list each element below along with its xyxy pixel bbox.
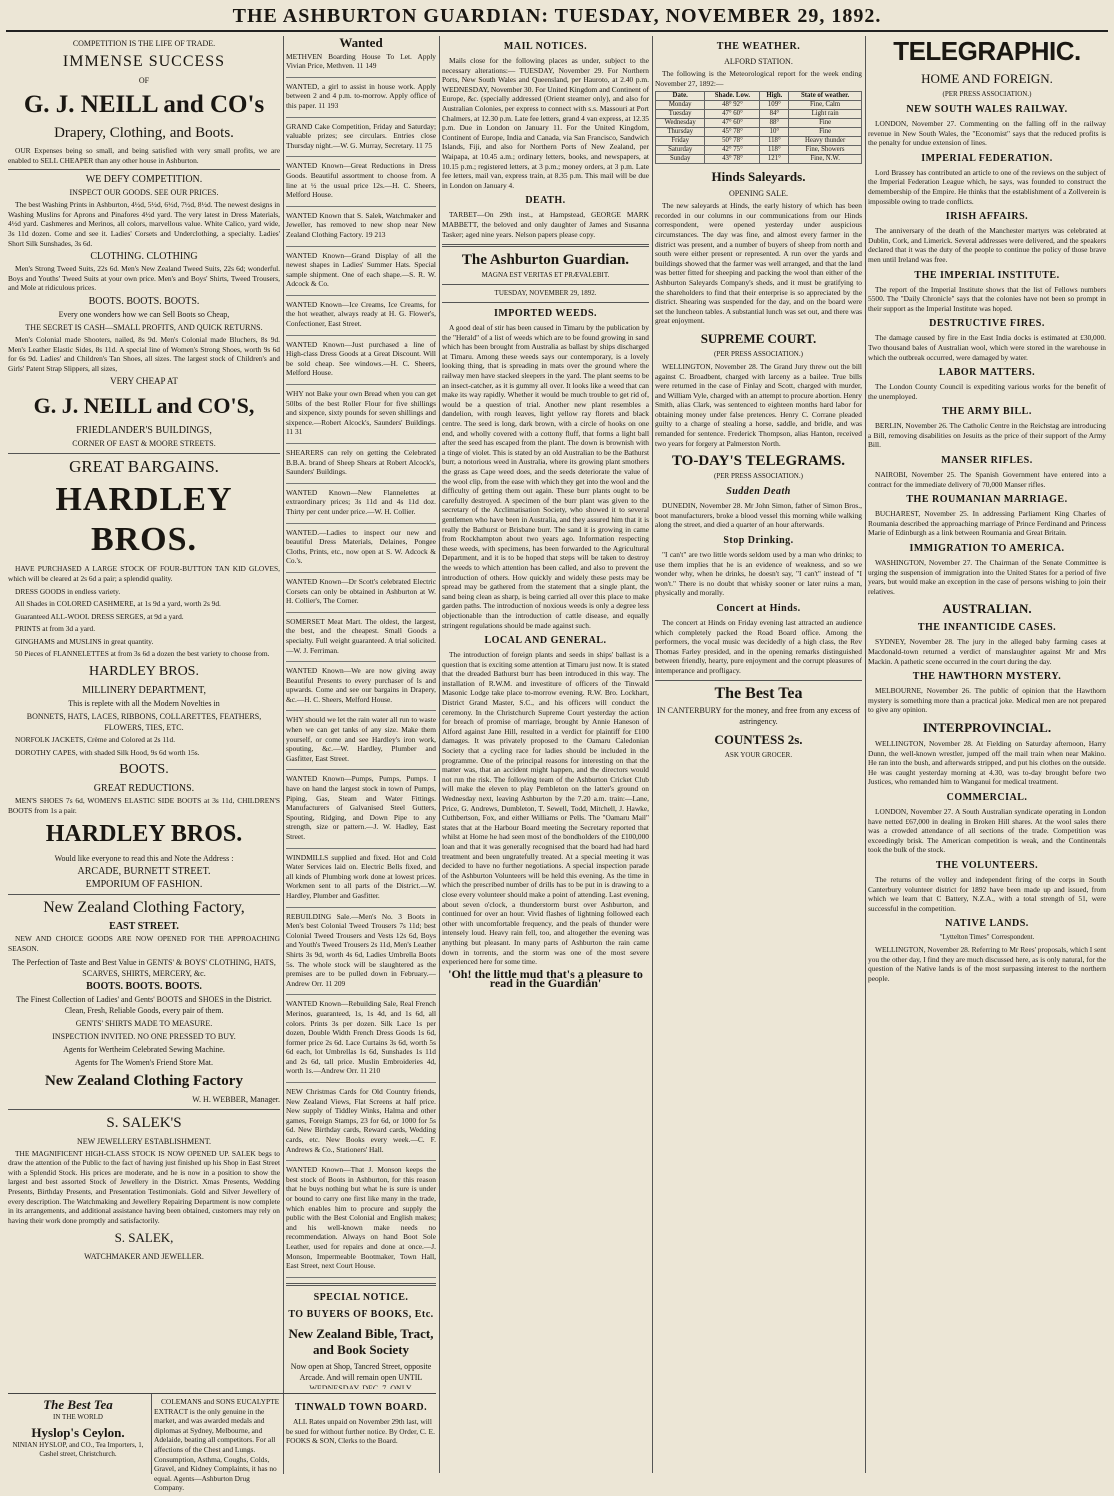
section-heading: SPECIAL NOTICE. bbox=[286, 1291, 436, 1304]
ad-text: WANTED Known—That J. Monson keeps the best stock of Boots in Ashburton, for this reason that he buys nothing but what he is sure is under or bound to carry one first like many in the trade, which enables him to procure and supply the public with the Best Colonial and English makes; and his well-known make needs no recommendation. Always on hand Boot Sole Leather, used for repairs and done at once.—J. Monson, Impermeable Bootmaker, Town Hall, East Street, next Court House. bbox=[286, 1165, 436, 1271]
classified-ad bbox=[286, 52, 436, 78]
divider bbox=[655, 680, 862, 681]
article-text: WELLINGTON, November 28. Referring to Mr Rees' proposals, which I sent you the other day, I find they are much discussed here, as is only natural, for the question of the Native lands is of the most surpassing interest to the northern people. bbox=[868, 945, 1106, 983]
ad-text: WANTED.—Ladies to inspect our new and beautiful Dress Materials, Delaines, Pongee Cloths, Prints, etc., now open at S. W. Adcock & Co.'s. bbox=[286, 528, 436, 566]
article-text: The introduction of foreign plants and seeds in ships' ballast is a question that is exciting some attention at Timaru just now. It is stated that the dreaded Bathurst burr has been introduced in this way. The installation of R.W.M. and investiture of officers of the Tinwald Masonic Lodge take place to-morrow evening. R.W. Bro. Lockhart, District Grand Master, S.C., and his officers will conduct the ceremony. In the Christchurch Supreme Court yesterday the action for breach of promise of marriage, brought by Annie Haneson of Alford against Jane Hill, resulted in a verdict for plaintiff for £100 damages. It was privately proposed to the Oamaru Caledonian Society that a cycling race for ladies should be included in the programme. One of the principal reasons for interesting on that the matter was, that an accident might happen, and the directors would not run the risk. The following team of the Ashburton Cricket Club will make the eleven to play Pembleton on the latter's ground on Wednesday next, leaving Ashburton by the 7.20 a.m. train:—Lane, Price, G. Andrews, Dumbleton, T. Sewell, Todd, Mitchell, J. Hawke, Cuthbertson, Fox, and either Williams or Pells. The "Oamaru Mail" states that at the Harbour Board meeting the Secretary reported that whilst at Home he had seen most of the bondholders of the £100,000 loan and that it was generally recognised that the board had had hard treatment and been ungratefully treated. At a special meeting it was decided to have no further negotiations. A special inspection parade of the Ashburton Volunteers will be held this evening. As the time in which the prescribed number of drills has to be put in is drawing to a close every volunteer should make a point of attending. Last evening, about seven o'clock, a thunderstorm burst over Ashburton, and continued for over an hour. Vivid flashes of lightning followed each other with uncomfortable frequency, and the peals of thunder were intensely loud. Heavy rain fell, too, and altogether the evening was anything but pleasant. In many parts of Ashburton the rain came down in torrents, and the storm was one of the most severe experienced here for some time. bbox=[442, 650, 649, 967]
column-4 bbox=[655, 36, 862, 1473]
ad-text: This is replete with all the Modern Novelties in bbox=[8, 698, 280, 709]
notice-text: TARBET—On 29th inst., at Hampstead, GEORGE MARK MABBETT, the beloved and only daughter of James and Susanna Tasker; aged nine years. Nelson papers please copy. bbox=[442, 210, 649, 239]
classified-ad bbox=[286, 774, 436, 848]
section-heading: DEATH. bbox=[442, 194, 649, 207]
ad-text: Guaranteed ALL-WOOL DRESS SERGES, at 9d a yard. bbox=[8, 612, 280, 622]
ad-headline: HARDLEY BROS. bbox=[8, 663, 280, 681]
table-header-cell: Date. bbox=[656, 92, 705, 101]
ad-subheadline: Now open at Shop, Tancred Street, opposite Arcade. And will remain open UNTIL WEDNESDAY, DEC. 7, ONLY. bbox=[286, 1361, 436, 1389]
byline: (PER PRESS ASSOCIATION.) bbox=[655, 350, 862, 359]
ad-text: WANTED Known—Pumps, Pumps, Pumps. I have on hand the largest stock in town of Pumps, Piping, Gas, Steam and Water Fittings. Manufacturers of Galvanised Steel Gutters, Spouting, Ridging, and Down Pipe to any strength, size or pattern.—J. W. Hadley, East Street. bbox=[286, 774, 436, 841]
weather-table bbox=[655, 91, 862, 164]
classified-ad bbox=[286, 577, 436, 613]
table-cell: Thursday bbox=[656, 128, 705, 137]
table-cell: Fine bbox=[789, 128, 862, 137]
ad-subheadline: EAST STREET. bbox=[8, 921, 280, 932]
ad-headline: COUNTESS 2s. bbox=[655, 732, 862, 748]
ad-subheadline: ARCADE, BURNETT STREET. bbox=[8, 866, 280, 877]
article-heading: LABOR MATTERS. bbox=[868, 366, 1106, 379]
ad-subheadline: NEW JEWELLERY ESTABLISHMENT. bbox=[8, 1136, 280, 1147]
section-heading: LOCAL AND GENERAL. bbox=[442, 634, 649, 647]
table-cell: Saturday bbox=[656, 146, 705, 155]
section-heading: INTERPROVINCIAL. bbox=[868, 720, 1106, 736]
table-cell: Tuesday bbox=[656, 110, 705, 119]
section-heading: TO BUYERS OF BOOKS, Etc. bbox=[286, 1308, 436, 1321]
section-heading: AUSTRALIAN. bbox=[868, 601, 1106, 617]
article-heading: IMPORTED WEEDS. bbox=[442, 307, 649, 320]
column-divider bbox=[439, 36, 440, 1473]
table-cell: Fine, N.W. bbox=[789, 155, 862, 164]
ad-text: MEN'S SHOES 7s 6d, WOMEN'S ELASTIC SIDE BOOTS at 3s 11d, CHILDREN'S BOOTS from 1s a pair. bbox=[8, 796, 280, 815]
ad-text: THE MAGNIFICENT HIGH-CLASS STOCK IS NOW OPENED UP. SALEK begs to draw the attention of the Public to the fact of having just finished up his Shop in East Street with a Splendid Stock. His prices are moderate, and he is now in a position to show the largest and best assorted Stock of Jewellery in the District. Xmas Presents, Wedding Presents, Birthday Presents, and Presentation Testimonials. Gold and Silver Jewellery of every description. The Watchmaking and Jewellery Repairing Department is now complete in its arrangements, and additional assistance having been obtained, customers may rely on having their work done promptly and satisfactorily. bbox=[8, 1149, 280, 1226]
ad-headline: HARDLEY BROS. bbox=[8, 480, 280, 560]
classified-ad bbox=[286, 488, 436, 524]
article-text: The following is the Meteorological report for the week ending November 27, 1892:— bbox=[655, 69, 862, 88]
town-board-ad bbox=[286, 1397, 436, 1449]
ad-text: ALL Rates unpaid on November 29th last, will be sued for without further notice. By Order, C. E. FOOKS & SON, Clerks to the Board. bbox=[286, 1417, 436, 1446]
article-heading: Stop Drinking. bbox=[655, 534, 862, 547]
byline: (PER PRESS ASSOCIATION.) bbox=[868, 90, 1106, 99]
ad-text: WANTED Known—Just purchased a line of High-class Dress Goods at a Great Discount. Will be sold cheap. See windows.—H. C. Sheers, Melford House. bbox=[286, 340, 436, 378]
table-cell: 118° bbox=[760, 137, 789, 146]
byline: (PER PRESS ASSOCIATION.) bbox=[655, 472, 862, 481]
tea-ad bbox=[8, 1397, 148, 1462]
article-text: The report of the Imperial Institute shows that the list of Fellows numbers 5500. The "Daily Chronicle" says that the colonies have not been so prompt in their support as the Imperial Institute was hoped. bbox=[868, 285, 1106, 314]
byline: "Lyttelton Times" Correspondent. bbox=[868, 933, 1106, 942]
article-text: The London County Council is expediting various works for the benefit of the unemployed. bbox=[868, 382, 1106, 401]
article-heading: IMPERIAL FEDERATION. bbox=[868, 152, 1106, 165]
classified-ad bbox=[286, 1165, 436, 1278]
ad-text: INSPECT OUR GOODS. SEE OUR PRICES. bbox=[8, 187, 280, 198]
article-text: DUNEDIN, November 28. Mr John Simon, father of Simon Bros., boot manufacturers, broke a blood vessel this morning while walking along the street, and died a quarter of an hour afterwards. bbox=[655, 501, 862, 530]
ad-text: NORFOLK JACKETS, Crème and Colored at 2s 11d. bbox=[8, 735, 280, 745]
table-cell: 42° 75° bbox=[705, 146, 760, 155]
article-heading: THE ROUMANIAN MARRIAGE. bbox=[868, 493, 1106, 506]
ad-subheadline: CLOTHING. CLOTHING bbox=[8, 251, 280, 262]
table-cell: 48° 92° bbox=[705, 101, 760, 110]
article-heading: MANSER RIFLES. bbox=[868, 454, 1106, 467]
ad-text: PRINTS at from 3d a yard. bbox=[8, 624, 280, 634]
divider bbox=[442, 302, 649, 303]
article-text: The concert at Hinds on Friday evening last attracted an audience which completely packed the Road Board office. Among the performers, the vocal music was decidedly of a high class, the Rev Thomas Farley presided, and in the opening remarks distinguished between friendly, hearty, pure enjoyment and the corrupt pleasures of intemperance and profligacy. bbox=[655, 618, 862, 676]
ad-text: WANTED Known—Rebuilding Sale, Real French Merinos, guaranteed, 1s, 1s 4d, and 1s 6d, all colors. Prints 3s per dozen. Silk Lace 1s per dozen, Double Width French Dress Goods 1s 6d, former price 2s 6d. Lace Curtains 3s 6d, worth 5s 6d each, lot Umbrellas 1s 6d, Sunshades 1s 11d and 2s 6d, tall price. Muslin Embroideries 4d, worth 1s.—Andrew Orr. 11 210 bbox=[286, 999, 436, 1076]
ad-text: The Perfection of Taste and Best Value in GENTS' & BOYS' CLOTHING, HATS, SCARVES, SHIRTS, MERCERY, &c. bbox=[8, 957, 280, 979]
article-heading: THE INFANTICIDE CASES. bbox=[868, 621, 1106, 634]
article-text: MELBOURNE, November 26. The public of opinion that the Hawthorn mystery is something more than a practical joke. Medical men are not prepared to give any opinion. bbox=[868, 686, 1106, 715]
article-heading: IMMIGRATION TO AMERICA. bbox=[868, 542, 1106, 555]
paper-motto: MAGNA EST VERITAS ET PRÆVALEBIT. bbox=[442, 271, 649, 280]
ad-text: WANTED Known that S. Salek, Watchmaker and Jeweller, has removed to new shop near New Zealand Clothing Factory. 19 213 bbox=[286, 211, 436, 240]
article-text: Mails close for the following places as under, subject to the necessary alterations:— TUESDAY, November 29. For Northern Ports, New South Wales and Queensland, per Hauroto, at 2.40 p.m. WEDNESDAY, November 30. For United Kingdom and Continent of Europe, &c. (specially addressed (Orient steamer only), and also for Australian Colonies, per express to connect with s.s. Massouri at Port Chalmers, at 12.30 p.m. Late fee letters, grand 4 van express, at 12.35 p.m. Due in London on January 11. For the United Kingdom, Continent of Europe, India and Canada, via San Francisco, Sandwich Islands, Fiji, and also for Northern Ports of New Zealand, per Waipapa, at 10.45 a.m.; ordinary letters, books, and newspapers, at 10.15 p.m.; registered letters, at 3 p.m.; money orders, at 3 p.m. Late fee letters, mail van, express train, at 8.35 p.m. This mail will be due in London on January 4. bbox=[442, 56, 649, 190]
column-5 bbox=[868, 36, 1106, 1473]
classified-ad bbox=[286, 912, 436, 996]
table-header-cell: State of weather. bbox=[789, 92, 862, 101]
table-body bbox=[656, 101, 862, 164]
ad-headline: Hyslop's Ceylon. bbox=[8, 1425, 148, 1441]
table-cell: 47° 60° bbox=[705, 119, 760, 128]
column-2 bbox=[286, 36, 436, 1389]
table-cell: Wednesday bbox=[656, 119, 705, 128]
article-text: BERLIN, November 26. The Catholic Centre in the Reichstag are introducing a Bill, removing disabilities on Jesuits as the price of their support of the Army Bill. bbox=[868, 421, 1106, 450]
classified-ad bbox=[286, 1087, 436, 1161]
article-heading: DESTRUCTIVE FIRES. bbox=[868, 317, 1106, 330]
ad-subheadline: BOOTS. BOOTS. BOOTS. bbox=[8, 296, 280, 307]
table-cell: 45° 78° bbox=[705, 128, 760, 137]
article-heading: THE HAWTHORN MYSTERY. bbox=[868, 670, 1106, 683]
column-divider bbox=[283, 1394, 284, 1474]
article-heading: Hinds Saleyards. bbox=[655, 169, 862, 185]
ad-headline: HARDLEY BROS. bbox=[8, 819, 280, 849]
ad-text: WANTED Known—Dr Scott's celebrated Electric Corsets can only be obtained in Ashburton at W. H. Collier's, The Corner. bbox=[286, 577, 436, 606]
ad-text: COLEMANS and SONS EUCALYPTE EXTRACT is the only genuine in the market, and was awarded medals and diplomas at Sydney, Melbourne, and Adelaide, beating all competitors. For all affections of the Chest and Lungs. Consumption, Asthma, Coughs, Colds, Gravel, and Kidney Complaints, it has no equal. Agents—Ashburton Drug Company. bbox=[154, 1397, 280, 1493]
classified-ad bbox=[286, 448, 436, 484]
section-heading: THE WEATHER. bbox=[655, 40, 862, 53]
ad-text: The best Washing Prints in Ashburton, 4½d, 5½d, 6½d, 7½d, 8½d. The newest designs in Washing Muslins for Aprons and Pinafores 4½d yard. The very latest in Dress Materials, 4½d yard. Cashmeres and Merinos, all colors, marvellous value. White Calico, yard wide, 3s 11d dozen. Come and see it. Ladies' Corsets and Underclothing, a specialty. Ladies' Short Silk Sunshades, 3s 6d. bbox=[8, 200, 280, 248]
table-cell: Sunday bbox=[656, 155, 705, 164]
table-row bbox=[656, 146, 862, 155]
ad-subheadline: WE DEFY COMPETITION. bbox=[8, 174, 280, 185]
ad-text: Men's Strong Tweed Suits, 22s 6d. Men's New Zealand Tweed Suits, 22s 6d; wonderful. Boys and Youths' Tweed Suits at your own price. Men's and Boys' Shirts, Tweed Trousers, and Mole at ridiculous prices. bbox=[8, 264, 280, 293]
ad-text: WANTED Known—Great Reductions in Dress Goods. Beautiful assortment to choose from. A line at ½ the usual price 12s.—H. C. Sheers, Melford House. bbox=[286, 161, 436, 199]
ad-headline: BOOTS. bbox=[8, 761, 280, 779]
table-row bbox=[656, 110, 862, 119]
classified-ad bbox=[286, 122, 436, 158]
classified-ad bbox=[286, 340, 436, 385]
ad-text: All Shades in COLORED CASHMERE, at 1s 9d a yard, worth 2s 9d. bbox=[8, 599, 280, 609]
article-text: "I can't" are two little words seldom used by a man who drinks; to use them implies that he is an evidence of weakness, and so we wonder why, when he drinks, he doesn't say, "I can't" instead of "I won't." There is no doubt that whisky sooner or later ruins a man, physically and morally. bbox=[655, 550, 862, 598]
ad-slogan: COMPETITION IS THE LIFE OF TRADE. bbox=[8, 38, 280, 49]
stamp-line: 'Oh! the little mud that's a pleasure to read in the Guardian' bbox=[442, 970, 649, 989]
subheading: OPENING SALE. bbox=[655, 188, 862, 199]
divider bbox=[8, 894, 280, 895]
ad-text: DRESS GOODS in endless variety. bbox=[8, 587, 280, 597]
classified-ad bbox=[286, 82, 436, 118]
ad-text: IN THE WORLD bbox=[8, 1413, 148, 1422]
ad-text: THE SECRET IS CASH—SMALL PROFITS, AND QUICK RETURNS. bbox=[8, 322, 280, 333]
divider bbox=[442, 284, 649, 285]
ad-headline: New Zealand Clothing Factory bbox=[8, 1072, 280, 1090]
ad-headline: G. J. NEILL and CO's bbox=[8, 90, 280, 120]
ad-text: 50 Pieces of FLANNELETTES at from 3s 6d a dozen the best variety to choose from. bbox=[8, 649, 280, 659]
column-divider bbox=[283, 36, 284, 1473]
table-cell: 50° 78° bbox=[705, 137, 760, 146]
article-text: WASHINGTON, November 27. The Chairman of the Senate Committee is urging the suspension of immigration into the United States for a period of five years, but would make an exception in the case of persons wishing to join their relatives. bbox=[868, 558, 1106, 596]
divider bbox=[8, 1109, 280, 1110]
classified-ad bbox=[286, 211, 436, 247]
ad-text: WHY should we let the rain water all run to waste when we can get tanks of any size. Make them yourself, or come and see Hardley's iron work, spouting, &c.—W. Hardley, Plumber and Gasfitter, East Street. bbox=[286, 715, 436, 763]
classified-ad bbox=[286, 251, 436, 296]
ad-text: WANTED Known—Ice Creams, Ice Creams, for the hot weather, always ready at H. G. Flower's, Confectioner, East Street. bbox=[286, 300, 436, 329]
table-cell: 43° 78° bbox=[705, 155, 760, 164]
ad-headline: S. SALEK'S bbox=[8, 1114, 280, 1132]
ad-signature: WATCHMAKER AND JEWELLER. bbox=[8, 1251, 280, 1262]
paper-nameplate: The Ashburton Guardian. bbox=[442, 252, 649, 268]
ad-headline: The Best Tea bbox=[8, 1397, 148, 1413]
ad-text: OF bbox=[8, 75, 280, 86]
ad-text: OUR Expenses being so small, and being satisfied with very small profits, we are enabled to SELL CHEAPER than any other house in Ashburton. bbox=[8, 146, 280, 165]
section-heading: COMMERCIAL. bbox=[868, 791, 1106, 804]
ad-headline: The Best Tea bbox=[655, 686, 862, 702]
section-heading: MAIL NOTICES. bbox=[442, 40, 649, 53]
section-heading: THE VOLUNTEERS. bbox=[868, 859, 1106, 872]
divider bbox=[442, 244, 649, 247]
ad-subheadline: Drapery, Clothing, and Boots. bbox=[8, 124, 280, 142]
ad-headline: IMMENSE SUCCESS bbox=[8, 53, 280, 71]
article-text: The anniversary of the death of the Manchester martyrs was celebrated at Dublin, Cork, and Limerick. Several addresses were delivered, and the speakers declared that it was the duty of the people to continue the policy of those brave men until Ireland was free. bbox=[868, 226, 1106, 264]
masthead-title: THE ASHBURTON GUARDIAN: TUESDAY, NOVEMBER 29, 1892. bbox=[0, 0, 1114, 32]
ad-text: WANTED Known—Grand Display of all the newest shapes in Ladies' Summer Hats. Special sample shipment. One of each shape.—S. R. W. Adcock & Co. bbox=[286, 251, 436, 289]
column-1 bbox=[8, 36, 280, 1389]
classified-ad bbox=[286, 999, 436, 1083]
table-cell: 47° 60° bbox=[705, 110, 760, 119]
section-heading: TO-DAY'S TELEGRAMS. bbox=[655, 453, 862, 469]
ad-text: SOMERSET Meat Mart. The oldest, the largest, the best, and the cheapest. Small Goods a specialty. Full weight guaranteed. A trial solicited.—W. J. Ferriman. bbox=[286, 617, 436, 655]
ad-text: Agents for The Women's Friend Store Mat. bbox=[8, 1057, 280, 1068]
ad-text: WANTED, a girl to assist in house work. Apply between 2 and 4 p.m. to-morrow. Apply office of this paper. 11 193 bbox=[286, 82, 436, 111]
masthead bbox=[0, 0, 1114, 32]
ad-text: Every one wonders how we can Sell Boots so Cheap, bbox=[8, 309, 280, 320]
table-cell: Fine, Showers bbox=[789, 146, 862, 155]
ad-text: GENTS' SHIRTS MADE TO MEASURE. bbox=[8, 1018, 280, 1029]
section-heading: SUPREME COURT. bbox=[655, 331, 862, 347]
table-row bbox=[656, 119, 862, 128]
table-cell: 88° bbox=[760, 119, 789, 128]
article-text: LONDON, November 27. Commenting on the falling off in the railway revenue in New South Wales, the "Economist" says that the reduced profits is the penalty for undue extension of lines. bbox=[868, 119, 1106, 148]
table-row bbox=[656, 128, 862, 137]
masthead-rule bbox=[6, 30, 1108, 32]
ad-text: GINGHAMS and MUSLINS in great quantity. bbox=[8, 637, 280, 647]
ad-headline: G. J. NEILL and CO'S, bbox=[8, 391, 280, 421]
ad-text: The Finest Collection of Ladies' and Gents' BOOTS and SHOES in the District. Clean, Fresh, Reliable Goods, every pair of them. bbox=[8, 994, 280, 1016]
ad-subheadline: BOOTS. BOOTS. BOOTS. bbox=[8, 981, 280, 992]
article-heading: Sudden Death bbox=[655, 485, 862, 498]
ad-headline: New Zealand Bible, Tract, and Book Society bbox=[286, 1326, 436, 1358]
article-heading: THE IMPERIAL INSTITUTE. bbox=[868, 269, 1106, 282]
ad-headline: S. SALEK, bbox=[8, 1229, 280, 1247]
classified-ad bbox=[286, 389, 436, 444]
classified-ad bbox=[286, 715, 436, 770]
ad-text: NINIAN HYSLOP, and CO., Tea Importers, 1, Cashel street, Christchurch. bbox=[8, 1441, 148, 1459]
column-3 bbox=[442, 36, 649, 1473]
column-divider bbox=[652, 36, 653, 1473]
article-text: The returns of the volley and independent firing of the corps in South Canterbury volunteer district for 1892 have been made up and issued, from which we learn that C Battery, N.Z.A., with a total strength of 51, were successful in the competition. bbox=[868, 875, 1106, 913]
article-heading: IRISH AFFAIRS. bbox=[868, 210, 1106, 223]
ad-headline: GREAT BARGAINS. bbox=[8, 458, 280, 476]
subheading: ALFORD STATION. bbox=[655, 56, 862, 67]
table-row bbox=[656, 155, 862, 164]
table-row bbox=[656, 101, 862, 110]
table-cell: 109° bbox=[760, 101, 789, 110]
table-cell: Friday bbox=[656, 137, 705, 146]
table-cell: Monday bbox=[656, 101, 705, 110]
table-cell: 118° bbox=[760, 146, 789, 155]
classified-ad bbox=[286, 853, 436, 908]
article-text: SYDNEY, November 28. The jury in the alleged baby farming cases at Macdonald-town returned a verdict of manslaughter against Mr and Mrs Mackin. A pathetic scene occurred in the court during the day. bbox=[868, 637, 1106, 666]
article-text: The new saleyards at Hinds, the early history of which has been recorded in our columns in our communications from our Hinds correspondent, were opened yesterday under auspicious circumstances. The day was fine, and almost every farmer in the district was present, and a number of buyers of sheep from north and south were either present or represented. A run over the yards and buildings showed that the farmer was well arranged, and that the land was better fitted for sheeping and packing the wool than either of the Ashburton Saleyards Company's sheds, and it must be gratifying to the shareholders to find that their enterprise is so appreciated by the district. Shearing was suspended for the day, and on the board were set the luncheon tables. A substantial lunch was set out, and there was great enjoyment. bbox=[655, 201, 862, 326]
ad-subheadline: EMPORIUM OF FASHION. bbox=[8, 879, 280, 890]
ad-text: Would like everyone to read this and Note the Address : bbox=[8, 853, 280, 864]
article-text: WELLINGTON, November 28. The Grand Jury threw out the bill against C. Broadbent, charged with larceny as a bailee. True bills were returned in the case of Finlay and Scott, charged with murder, and William Vyle, charged with an attempt to procure abortion. Henry Smith, alias Clark, was sentenced to eighteen months hard labor for obtaining money under false pretences. Henry C. Corrane pleaded guilty to a charge of stealing a horse, saddle, and bridle, and was remanded for sentence. Frederick Thompson, alias Hanton, received two years for forgery at Palmerston North. bbox=[655, 362, 862, 448]
section-heading: HOME AND FOREIGN. bbox=[868, 71, 1106, 87]
classifieds-list bbox=[286, 52, 436, 1278]
ad-text: Men's Colonial made Shooters, nailed, 8s 9d. Men's Colonial made Bluchers, 8s 9d. Men's Leather Elastic Sides, 8s 11d. A special line of Women's Strong Shoes, worth 9s 6d for 6s 9d. Ladies' and Children's Tan Shoes, all sizes. The largest stock of Children's and Girls' Patent Strap Slippers, all sizes, bbox=[8, 335, 280, 373]
table-cell: Fine, Calm bbox=[789, 101, 862, 110]
ad-headline: New Zealand Clothing Factory, bbox=[8, 899, 280, 917]
table-cell: Light rain bbox=[789, 110, 862, 119]
ad-subheadline: FRIEDLANDER'S BUILDINGS, bbox=[8, 425, 280, 436]
ad-text: REBUILDING Sale.—Men's No. 3 Boots in Men's best Colonial Tweed Trousers 7s 11d; best Colonial Tweed Trousers and Vests 12s 6d, Boys and Youth's Tweed Trousers 2s 11d, Men's Leather Shirts 3s 9d, worth 4s 6d, Ladies Umbrella Boots 5s. The whole stock will be slaughtered as the premises are to be pulled down in February.—Andrew Orr. 11 209 bbox=[286, 912, 436, 989]
article-text: The damage caused by fire in the East India docks is estimated at £30,000. Two thousand bales of Australian wool, which were stored in the warehouse in which the outbreak occurred, were damaged by water. bbox=[868, 333, 1106, 362]
classified-ad bbox=[286, 666, 436, 711]
ad-subheadline: MILLINERY DEPARTMENT, bbox=[8, 685, 280, 696]
ad-text: VERY CHEAP AT bbox=[8, 376, 280, 387]
ad-text: BONNETS, HATS, LACES, RIBBONS, COLLARETTES, FEATHERS, FLOWERS, TIES, ETC. bbox=[8, 711, 280, 733]
ad-text: IN CANTERBURY for the money, and free from any excess of astringency. bbox=[655, 705, 862, 727]
classified-ad bbox=[286, 617, 436, 662]
ad-text: Agents for Wertheim Celebrated Sewing Machine. bbox=[8, 1044, 280, 1055]
article-heading: THE ARMY BILL. bbox=[868, 405, 1106, 418]
ad-text: NEW AND CHOICE GOODS ARE NOW OPENED FOR THE APPROACHING SEASON. bbox=[8, 934, 280, 953]
article-text: Lord Brassey has contributed an article to one of the reviews on the subject of the Imperial Federation League which, he says, was founded to construct the demembership of the Empire. He thinks that the establishment of a Zollverein is impossible owing to trade conflicts. bbox=[868, 168, 1106, 206]
table-cell: Fine bbox=[789, 119, 862, 128]
ad-text: CORNER OF EAST & MOORE STREETS. bbox=[8, 438, 280, 449]
table-cell: 84° bbox=[760, 110, 789, 119]
table-cell: Heavy thunder bbox=[789, 137, 862, 146]
classified-ad bbox=[286, 300, 436, 336]
article-text: A good deal of stir has been caused in Timaru by the publication by the "Herald" of a list of weeds which are to be found growing in sand which has been brought from Australia as ballast by ships discharged at Timaru. Among these weeds says our contemporary, is a lovely looking thing, that is spreading in mats over the ground where the railway men have stacked sleepers in the yard. The plant seems to be an insect-catcher, as it is gummy all over. It looks like a weed that can make its way rapidly. Whether it would be much trouble to get rid of, would be a question of trial. Another new plant resembles a dandelion, with rough leaves, light yellow ray florets and black centre. The seed is long, dark brown, with a circle of hooks on one end, and wholly covered with a cottony fluff, that forms a light ball after the seed has escaped from the plant. The down is brownish with a tinge of violet. This is stated by an old Australian to be the Bathurst burr, a notorious weed in Australia, where its growing plant smothers the grass as Cape weed does, and the seeds deteriorate the value of the wool clip, from the ease with which they get into the wool and the difficulty of getting them out again. These burr plants ought to be carefully destroyed. A specimen of the burr plant was given to the secretary of the Acclimatisation Society, who showed it to several gentlemen who have been in Australia, and they assured him that it is really the Bathurst or Brisbane burr. The sand it is growing in came from Rockhampton about two years ago. Information respecting these weeds, with specimens, has been forwarded to the Agricultural Department, and it is to be hoped that steps will be taken to destroy the weeds to which attention has been called, and also to prevent the introduction of others. How quickly and widely these pests may be spread may be gathered from the statement that a single plant, the sand being clean as sharp, is being carried all over this place to make garden paths. The introduction of noxious weeds is only a degree less objectionable than the introduction of cattle disease, and equally stringent regulations should be made against such. bbox=[442, 323, 649, 630]
ad-text: HAVE PURCHASED A LARGE STOCK OF FOUR-BUTTON TAN KID GLOVES, which will be cleared at 2s 6d a pair; a splendid quality. bbox=[8, 564, 280, 583]
ad-text: WINDMILLS supplied and fixed. Hot and Cold Water Services laid on. Electric Bells fixed, and all kinds of Plumbing work done at lowest prices. Workmen sent to all parts of the District.—W. Hardley, Plumber and Gasfitter. bbox=[286, 853, 436, 901]
table-header-cell: Shade. Low. bbox=[705, 92, 760, 101]
classified-ad bbox=[286, 528, 436, 573]
ad-text: ASK YOUR GROCER. bbox=[655, 751, 862, 760]
ad-text: GRAND Cake Competition, Friday and Saturday; valuable prizes; see circulars. Entries close Thursday night.—W. G. Murray, Secretary. 11 75 bbox=[286, 122, 436, 151]
divider bbox=[8, 169, 280, 170]
ad-text: WANTED Known—New Flannelettes at extraordinary prices; 3s 11d and 4s 11d doz. Thirty per cent under price.—W. H. Collier. bbox=[286, 488, 436, 517]
ad-text: WANTED Known—We are now giving away Beautiful Presents to every purchaser of ls and upwards. Come and see our bargains in Drapery, &c.—H. C. Sheers, Melford House. bbox=[286, 666, 436, 704]
eucalypte-ad bbox=[154, 1397, 280, 1496]
classified-ad bbox=[286, 161, 436, 206]
ad-text: METHVEN Boarding House To Let. Apply Vivian Price, Methven. 11 149 bbox=[286, 52, 436, 71]
divider bbox=[8, 453, 280, 454]
ad-subheadline: GREAT REDUCTIONS. bbox=[8, 783, 280, 794]
table-header-row bbox=[656, 92, 862, 101]
column-divider bbox=[151, 1394, 152, 1474]
paper-date: TUESDAY, NOVEMBER 29, 1892. bbox=[442, 289, 649, 298]
ad-text: DOROTHY CAPES, with shaded Silk Hood, 9s 6d worth 15s. bbox=[8, 748, 280, 758]
section-heading: NATIVE LANDS. bbox=[868, 917, 1106, 930]
ad-headline: TINWALD TOWN BOARD. bbox=[286, 1401, 436, 1414]
ad-text: INSPECTION INVITED. NO ONE PRESSED TO BUY. bbox=[8, 1031, 280, 1042]
article-heading: Concert at Hinds. bbox=[655, 602, 862, 615]
table-header-cell: High. bbox=[760, 92, 789, 101]
article-text: LONDON, November 27. A South Australian syndicate operating in London have netted £67,000 in dealing in Broken Hill shares. At the wool sales there was a crowded attendance of all sections of the trade. Competition was exceedingly brisk. The American competition is weak, and the Continentals took the bulk of the stock. bbox=[868, 807, 1106, 855]
bottom-ads bbox=[8, 1393, 436, 1474]
ad-text: NEW Christmas Cards for Old Country friends, New Zealand Views, Flat Screens at half price. New supply of Tiddley Winks, Halma and other games, Foreign Stamps, 23 for 6d, or 1000 for 5s 6d. New Birthday cards, Reward cards, Wedding cards, etc. New Books every week.—C. F. Andrews & Co., Stationers' Hall. bbox=[286, 1087, 436, 1154]
section-banner: TELEGRAPHIC. bbox=[868, 36, 1106, 66]
ad-text: WHY not Bake your own Bread when you can get 50lbs of the best Roller Flour for five shillings and sixpence, sixty pounds for seven shillings and sixpence.—Robert Alcock's, Saunders' Buildings. 11 31 bbox=[286, 389, 436, 437]
ad-signature: W. H. WEBBER, Manager. bbox=[8, 1094, 280, 1105]
section-heading: Wanted bbox=[286, 38, 436, 48]
article-text: NAIROBI, November 25. The Spanish Government have entered into a contract for the immediate delivery of 70,000 Manser rifles. bbox=[868, 470, 1106, 489]
article-text: WELLINGTON, November 28. At Fielding on Saturday afternoon, Harry Dunn, the well-known wrestler, jumped off the mail train when near Makino. He ran into the bush, and afterwards stripped, and put his clothes on the outside. He was caught yesterday morning at 4.30, was to-day brought before two Justices, who remanded him to Wanganui for medical treatment. bbox=[868, 739, 1106, 787]
ad-text: SHEARERS can rely on getting the Celebrated B.B.A. brand of Sheep Shears at Robert Alcock's, Saunders' Buildings. bbox=[286, 448, 436, 477]
article-text: BUCHAREST, November 25. In addressing Parliament King Charles of Roumania described the approaching marriage of Prince Ferdinand and Princess Marie of Edinburgh as a link between Roumania and Great Britain. bbox=[868, 509, 1106, 538]
column-divider bbox=[865, 36, 866, 1473]
table-cell: 121° bbox=[760, 155, 789, 164]
table-cell: 10° bbox=[760, 128, 789, 137]
divider bbox=[286, 1283, 436, 1286]
table-row bbox=[656, 137, 862, 146]
article-heading: NEW SOUTH WALES RAILWAY. bbox=[868, 103, 1106, 116]
